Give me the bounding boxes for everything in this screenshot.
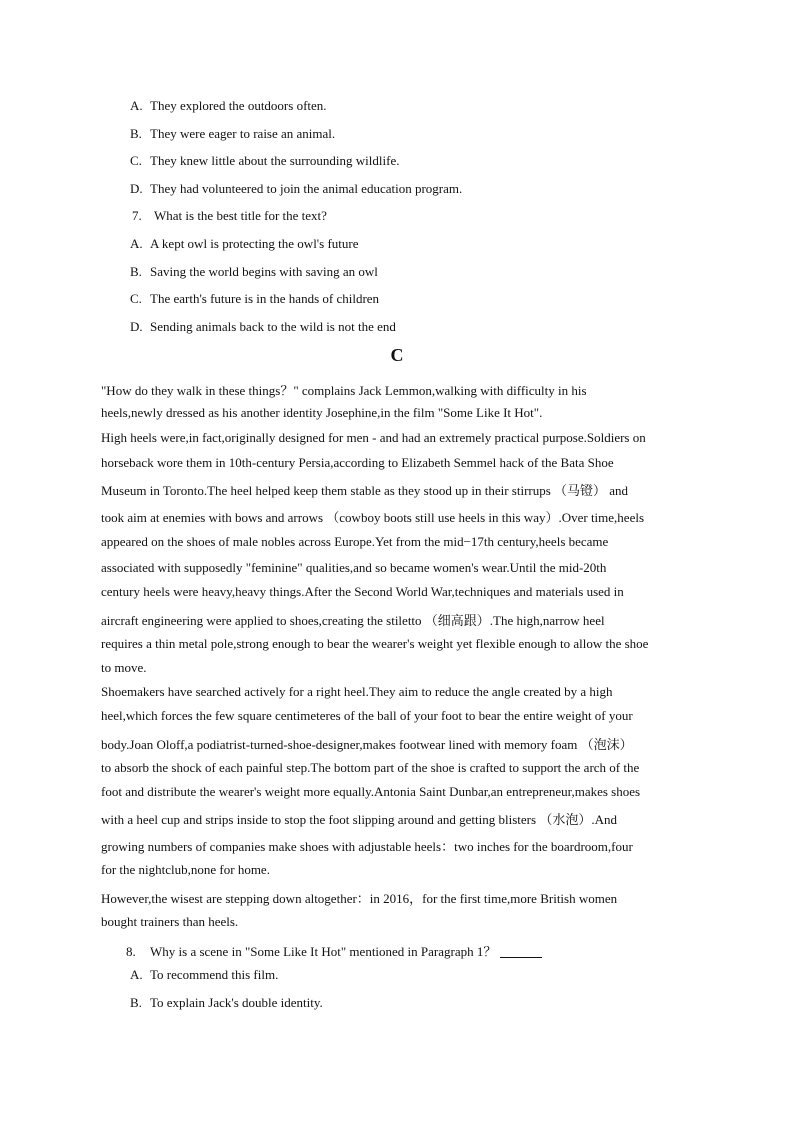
passage-line: appeared on the shoes of male nobles across Europe.Yet from the mid−17th century,heels became xyxy=(101,534,609,549)
option-text: They knew little about the surrounding wildlife. xyxy=(150,153,400,168)
option-letter: A. xyxy=(130,967,143,982)
q7-option-a xyxy=(130,236,359,252)
section-heading: C xyxy=(390,345,404,365)
passage-line: growing numbers of companies make shoes with adjustable heels：two inches for the boardroom,four xyxy=(101,839,633,854)
passage-line: to absorb the shock of each painful step.The bottom part of the shoe is crafted to support the arch of the xyxy=(101,760,640,775)
question-number: 7. xyxy=(132,208,142,223)
passage-line: However,the wisest are stepping down altogether：in 2016，for the first time,more British women xyxy=(101,891,618,906)
q6-option-c xyxy=(130,153,399,169)
passage-line: aircraft engineering were applied to shoes,creating the stiletto （细高跟）.The high,narrow heel xyxy=(101,613,605,628)
option-text: To explain Jack's double identity. xyxy=(150,995,323,1010)
question-text: What is the best title for the text? xyxy=(154,208,327,223)
option-letter: A. xyxy=(130,236,143,251)
passage-line: foot and distribute the wearer's weight more equally.Antonia Saint Dunbar,an entrepreneur,makes shoes xyxy=(101,784,641,799)
option-text: They had volunteered to join the animal education program. xyxy=(150,181,463,196)
q6-option-d xyxy=(130,181,462,197)
option-letter: D. xyxy=(130,319,143,334)
passage-line: took aim at enemies with bows and arrows （cowboy boots still use heels in this way）.Over time,heels xyxy=(101,510,645,525)
passage-line: requires a thin metal pole,strong enough to bear the wearer's weight yet flexible enough to allow the shoe xyxy=(101,636,649,651)
q8-option-a xyxy=(130,967,278,983)
option-letter: C. xyxy=(130,153,142,168)
option-text: Saving the world begins with saving an owl xyxy=(150,264,378,279)
passage-line: Shoemakers have searched actively for a right heel.They aim to reduce the angle created by a high xyxy=(101,684,613,699)
passage-line: heel,which forces the few square centimeteres of the ball of your foot to bear the entire weight of your xyxy=(101,708,633,723)
option-text: The earth's future is in the hands of children xyxy=(150,291,380,306)
option-letter: C. xyxy=(130,291,142,306)
q8-option-b xyxy=(130,995,323,1011)
passage-line: body.Joan Oloff,a podiatrist-turned-shoe-designer,makes footwear lined with memory foam （泡沫） xyxy=(101,737,633,752)
option-letter: B. xyxy=(130,264,142,279)
passage-line: for the nightclub,none for home. xyxy=(101,862,270,877)
question-8 xyxy=(126,941,542,960)
q6-option-a xyxy=(130,98,327,114)
option-letter: A. xyxy=(130,98,143,113)
passage-line: bought trainers than heels. xyxy=(101,914,239,929)
answer-blank[interactable] xyxy=(500,945,542,958)
option-letter: D. xyxy=(130,181,143,196)
passage-line: horseback wore them in 10th-century Persia,according to Elizabeth Semmel hack of the Bata Shoe xyxy=(101,455,614,470)
passage-line: heels,newly dressed as his another identity Josephine,in the film "Some Like It Hot". xyxy=(101,405,543,420)
option-text: They explored the outdoors often. xyxy=(150,98,327,113)
passage-line: High heels were,in fact,originally designed for men - and had an extremely practical purpose.Soldiers on xyxy=(101,430,646,445)
option-text: To recommend this film. xyxy=(150,967,279,982)
passage-line: century heels were heavy,heavy things.After the Second World War,techniques and materials used in xyxy=(101,584,624,599)
question-number: 8. xyxy=(126,944,136,959)
passage-line: "How do they walk in these things？" complains Jack Lemmon,walking with difficulty in his xyxy=(101,383,587,398)
q7-option-c xyxy=(130,291,379,307)
passage-line: with a heel cup and strips inside to stop the foot slipping around and getting blisters （水泡）.And xyxy=(101,812,617,827)
option-letter: B. xyxy=(130,995,142,1010)
q7-option-d xyxy=(130,319,396,335)
q6-option-b xyxy=(130,126,335,142)
question-7 xyxy=(132,208,327,224)
passage-line: associated with supposedly "feminine" qualities,and so became women's wear.Until the mid-20th xyxy=(101,560,607,575)
passage-line: to move. xyxy=(101,660,147,675)
question-text: Why is a scene in "Some Like It Hot" mentioned in Paragraph 1？ xyxy=(150,944,497,959)
option-text: Sending animals back to the wild is not the end xyxy=(150,319,396,334)
option-text: They were eager to raise an animal. xyxy=(150,126,336,141)
passage-line: Museum in Toronto.The heel helped keep them stable as they stood up in their stirrups （马镫） and xyxy=(101,483,629,498)
q7-option-b xyxy=(130,264,378,280)
option-letter: B. xyxy=(130,126,142,141)
option-text: A kept owl is protecting the owl's future xyxy=(150,236,359,251)
